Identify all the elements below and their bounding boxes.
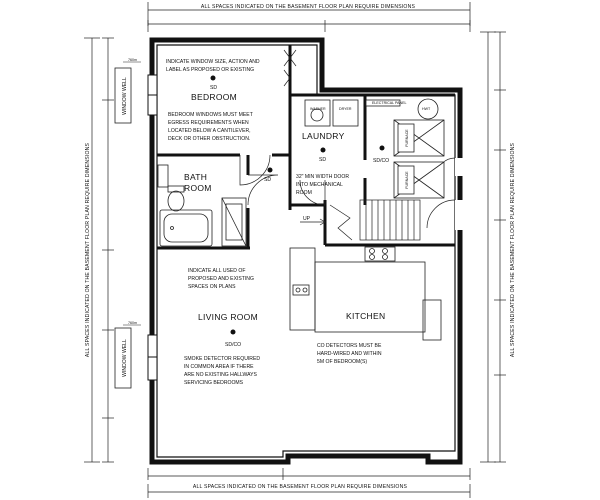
dimension-note-left: ALL SPACES INDICATED ON THE BASEMENT FLOOR PLAN REQUIRE DIMENSIONS [85,142,91,358]
dimension-lines [84,2,506,498]
dimension-note-bottom: ALL SPACES INDICATED ON THE BASEMENT FLOOR PLAN REQUIRE DIMENSIONS [192,484,408,490]
svg-text:IN COMMON AREA IF THERE: IN COMMON AREA IF THERE [184,364,254,370]
sdco-mechanical: SD/CO [373,158,390,164]
furnace-label-1: FURNACE [405,129,409,147]
svg-text:EGRESS REQUIREMENTS WHEN: EGRESS REQUIREMENTS WHEN [168,120,249,126]
svg-text:32" MIN WIDTH DOOR: 32" MIN WIDTH DOOR [296,174,350,180]
dimension-note-right: ALL SPACES INDICATED ON THE BASEMENT FLOOR PLAN REQUIRE DIMENSIONS [510,142,516,358]
svg-text:ARE NO EXISTING HALLWAYS: ARE NO EXISTING HALLWAYS [184,372,257,378]
window-well-label-upper: WINDOW WELL [122,77,128,115]
sd-bedroom: SD [210,85,218,91]
svg-text:DECK OR OTHER OBSTRUCTION.: DECK OR OTHER OBSTRUCTION. [168,136,251,142]
room-label-bath: BATH [184,172,208,182]
window-note [166,59,260,73]
spaces-note [188,268,254,290]
svg-text:LOCATED BELOW A CANTILEVER,: LOCATED BELOW A CANTILEVER, [168,128,251,134]
sdco-living: SD/CO [225,342,242,348]
dimension-note-top: ALL SPACES INDICATED ON THE BASEMENT FLOOR PLAN REQUIRE DIMENSIONS [200,4,416,10]
svg-text:HARD-WIRED AND WITHIN: HARD-WIRED AND WITHIN [317,351,382,357]
svg-text:SMOKE DETECTOR REQUIRED: SMOKE DETECTOR REQUIRED [184,356,261,362]
dim-tag-upper: 760m [128,58,137,62]
room-label-bath-2: ROOM [184,183,212,193]
washer-label: WASHER [310,107,326,111]
svg-text:SPACES ON PLANS: SPACES ON PLANS [188,284,236,290]
svg-text:SERVICING BEDROOMS: SERVICING BEDROOMS [184,380,244,386]
kitchen-counters [290,247,441,340]
svg-text:BEDROOM WINDOWS MUST MEET: BEDROOM WINDOWS MUST MEET [168,112,253,118]
door-note [296,174,349,196]
svg-text:5M OF BEDROOM(S): 5M OF BEDROOM(S) [317,359,368,365]
room-label-laundry: LAUNDRY [302,131,345,141]
egress-note [168,112,253,142]
svg-text:ROOM: ROOM [296,190,312,196]
svg-text:CO DETECTORS MUST BE: CO DETECTORS MUST BE [317,343,382,349]
svg-text:INDICATE WINDOW SIZE, ACTION A: INDICATE WINDOW SIZE, ACTION AND [166,59,260,65]
room-label-living: LIVING ROOM [198,312,258,322]
svg-text:INDICATE ALL USED OF: INDICATE ALL USED OF [188,268,246,274]
electrical-panel-label: ELECTRICAL PANEL [372,101,407,105]
window-well-label-lower: WINDOW WELL [122,339,128,377]
co-note [317,343,382,365]
sd-laundry: SD [319,157,327,163]
svg-text:PROPOSED AND EXISTING: PROPOSED AND EXISTING [188,276,254,282]
hwt-label: HWT [422,107,431,111]
svg-text:INTO MECHANICAL: INTO MECHANICAL [296,182,343,188]
room-label-kitchen: KITCHEN [346,311,386,321]
stairs-up-label: UP [303,216,311,222]
dim-tag-lower: 760m [128,321,137,325]
smoke-note [184,356,260,386]
sd-bath: SD [264,177,272,183]
furnace-label-2: FURNACE [405,171,409,189]
svg-text:LABEL AS PROPOSED OR EXISTING: LABEL AS PROPOSED OR EXISTING [166,67,255,73]
dryer-label: DRYER [339,107,352,111]
room-label-bedroom: BEDROOM [191,92,238,102]
mechanical-equipment [394,99,444,198]
